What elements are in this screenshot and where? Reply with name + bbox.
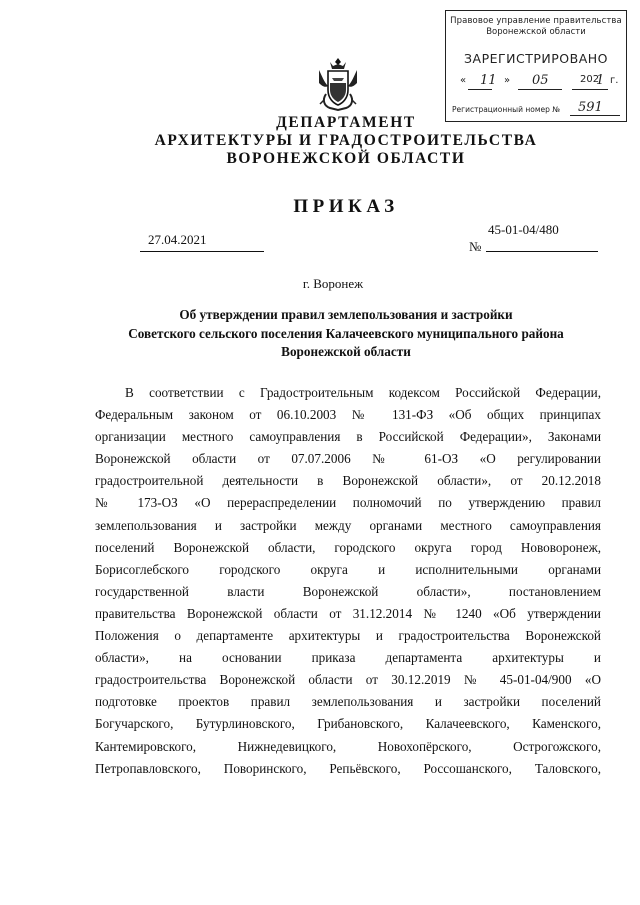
body-line: Положения о департаменте архитектуры и градостроительства Воронежской (95, 628, 601, 644)
body-line: поселений Воронежской области, городского округа город Нововоронеж, (95, 539, 601, 555)
body-line: В соответствии с Градостроительным кодексом Российской Федерации, (125, 385, 601, 400)
stamp-day: 11 (480, 73, 497, 88)
stamp-day-underline (468, 89, 492, 90)
date-underline (140, 251, 264, 252)
title-line3: Воронежской области (281, 344, 411, 359)
title-line2: Советского сельского поселения Калачеевского муниципального района (128, 325, 564, 341)
body-line: Кантемировского, Нижнедевицкого, Новохопёрского, Острогожского, (95, 738, 601, 754)
body-line: градостроительной деятельности в Воронежской области», от 20.12.2018 (95, 473, 601, 489)
stamp-quote-close: » (504, 75, 511, 86)
stamp-year-g: г. (610, 75, 619, 86)
body-line: области», на основании приказа департамента архитектуры и (95, 650, 601, 666)
document-type-heading: ПРИКАЗ (293, 196, 399, 217)
document-number: 45-01-04/480 (488, 222, 559, 237)
number-label: № (469, 239, 482, 254)
department-line2: АРХИТЕКТУРЫ И ГРАДОСТРОИТЕЛЬСТВА (154, 132, 538, 149)
document-date: 27.04.2021 (148, 232, 207, 247)
stamp-regnum-value: 591 (578, 100, 603, 115)
body-line: подготовке проектов правил землепользования и застройки поселений (95, 694, 601, 710)
stamp-authority-line1: Правовое управление правительства (450, 16, 622, 26)
body-line: Воронежской области от 07.07.2006 № 61-ОЗ «О регулировании (95, 451, 601, 467)
stamp-regnum-label: Регистрационный номер № (452, 105, 561, 114)
document-body (95, 382, 601, 780)
body-line: Федеральным законом от 06.10.2003 № 131-ФЗ «Об общих принципах (95, 407, 601, 423)
body-line: Богучарского, Бутурлиновского, Грибановского, Калачеевского, Каменского, (95, 716, 601, 732)
stamp-date-row (460, 75, 620, 91)
stamp-registered-label: ЗАРЕГИСТРИРОВАНО (464, 51, 608, 66)
stamp-month-underline (518, 89, 562, 90)
stamp-authority-line2: Воронежской области (486, 27, 586, 37)
body-line: землепользования и застройки между органами местного самоуправления (95, 517, 601, 533)
body-line: государственной власти Воронежской области», постановлением (95, 583, 601, 599)
registration-stamp (445, 10, 627, 122)
title-line1: Об утверждении правил землепользования и застройки (179, 307, 513, 322)
body-line: Борисоглебского городского округа и исполнительными органами (95, 561, 601, 577)
body-line: градостроительства Воронежской области от 30.12.2019 № 45-01-04/900 «О (95, 672, 601, 688)
coat-of-arms-emblem (316, 56, 360, 112)
body-line: № 173-ОЗ «О перераспределении полномочий по утверждению правил (95, 495, 601, 511)
body-line: Петропавловского, Поворинского, Репьёвского, Россошанского, Таловского, (95, 760, 601, 776)
document-city: г. Воронеж (302, 276, 364, 291)
stamp-year-underline (572, 89, 608, 90)
stamp-quote-open: « (460, 75, 467, 86)
department-line3: ВОРОНЕЖСКОЙ ОБЛАСТИ (226, 150, 466, 167)
stamp-month: 05 (532, 73, 549, 88)
number-underline (486, 251, 598, 252)
stamp-year-suffix: 1 (596, 73, 605, 88)
document-title (26, 306, 640, 362)
department-line1: ДЕПАРТАМЕНТ (276, 114, 416, 131)
stamp-year-prefix: 202 (580, 74, 600, 85)
body-line: организации местного самоуправления в Российской Федерации», Законами (95, 429, 601, 445)
body-line: правительства Воронежской области от 31.12.2014 № 1240 «Об утверждении (95, 605, 601, 621)
